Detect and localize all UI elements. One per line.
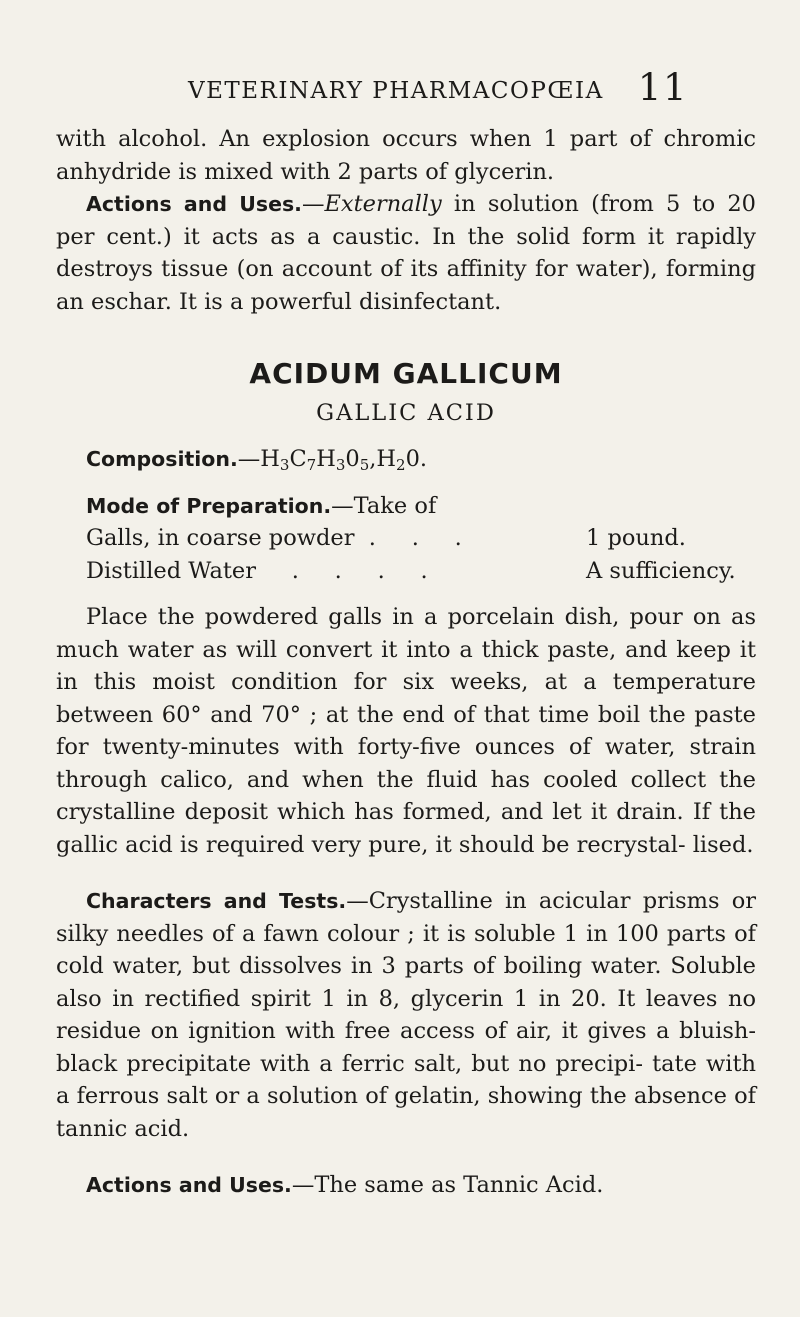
ingredient-qty: A sufficiency.: [586, 557, 736, 584]
formula-sub: 3: [279, 456, 290, 474]
characters-label: Characters and Tests.: [86, 889, 347, 913]
formula-part: C: [289, 446, 307, 472]
preparation-text: Place the powdered galls in a porcelain dish, pour on as much water as will convert it into a thick paste, and keep it in this moist condition for six weeks, at a temperature between 60° and 70° ; at the end of that time boil the paste for twenty-minutes with forty-five ounces of water, strain through calico, and when the fluid has cooled collect the crystalline deposit which has formed, and let it drain. If the gallic acid is required very pure, it should be recrystal- lised.: [56, 604, 756, 858]
composition-line: [56, 443, 756, 476]
ingredient-row: [56, 555, 756, 588]
intro-paragraph: [56, 123, 756, 188]
formula-part: ,H: [369, 446, 397, 472]
formula-sub: 2: [396, 456, 406, 474]
characters-paragraph: [56, 885, 756, 1145]
ingredient-row: [56, 522, 756, 555]
formula-sub: 5: [359, 456, 370, 474]
composition-label: Composition.: [86, 447, 238, 471]
composition-formula: [260, 446, 427, 472]
ingredient-qty: 1 pound.: [586, 525, 686, 551]
composition-dash: —: [237, 446, 261, 472]
mode-text: —Take of: [331, 492, 437, 519]
actions-italic: Externally: [324, 191, 442, 217]
actions2-paragraph: [56, 1169, 756, 1202]
preparation-paragraph: [56, 601, 756, 861]
formula-sub: 7: [306, 456, 317, 474]
intro-line: with alcohol. An explosion occurs when 1 part of chromic anhydride is mixed with 2 parts of glycerin.: [56, 126, 756, 185]
running-title: VETERINARY PHARMACOPŒIA: [188, 78, 604, 104]
section-title: ACIDUM GALLICUM: [249, 357, 563, 390]
ingredient-name: Galls, in coarse powder . . .: [86, 525, 462, 551]
running-head: [188, 66, 688, 109]
formula-part: H: [316, 446, 336, 472]
ingredient-name: Distilled Water . . . .: [86, 557, 428, 584]
formula-sub: 3: [335, 456, 346, 474]
actions-paragraph: [56, 188, 756, 318]
characters-text: —Crystalline in acicular prisms or silky needles of a fawn colour ; it is soluble 1 in 100 parts of cold water, but dissolves in 3 parts of boiling water. Soluble also in rectified spirit 1 in 8, glycerin 1 in 20. It leaves no residue on ignition with free access of air, it gives a bluish-black precipitate with a ferric salt, but no precipi- tate with a ferrous salt or a solution of gelatin, showing the absence of tannic acid.: [56, 888, 756, 1142]
page-body: [56, 123, 756, 1202]
section-subtitle: GALLIC ACID: [316, 399, 496, 426]
mode-line: [56, 490, 756, 523]
page-number: 11: [637, 66, 688, 109]
actions2-text: —The same as Tannic Acid.: [291, 1172, 604, 1198]
actions2-label: Actions and Uses.: [86, 1173, 292, 1197]
formula-part: H: [260, 446, 280, 472]
formula-part: 0.: [405, 446, 428, 472]
actions-label: Actions and Uses.: [86, 192, 302, 216]
actions-dash: —: [301, 191, 325, 217]
mode-label: Mode of Preparation.: [86, 493, 332, 518]
actions-text: in solution (from 5 to 20 per cent.) it acts as a caustic. In the solid form it rapidly destroys tissue (on account of its affinity for water), forming an eschar. It is a powerful disinfectant.: [56, 191, 757, 315]
formula-part: 0: [345, 446, 360, 472]
